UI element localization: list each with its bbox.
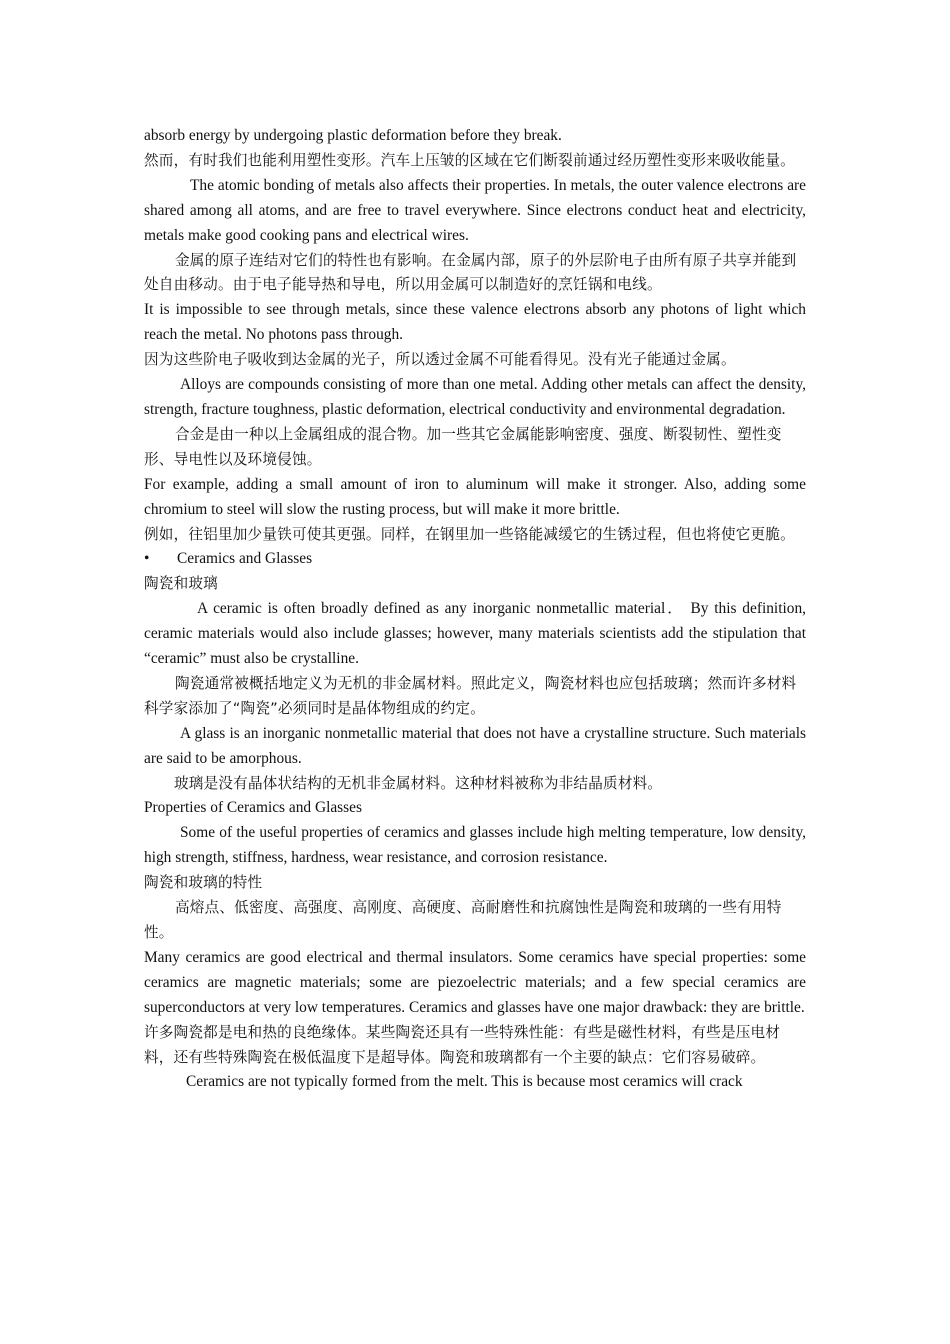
section-heading: Properties of Ceramics and Glasses: [144, 799, 362, 817]
section-heading: Ceramics and Glasses: [177, 550, 313, 568]
bullet-item: [144, 547, 806, 572]
chinese-paragraph: 陶瓷通常被概括地定义为无机的非金属材料。照此定义，陶瓷材料也应包括玻璃；然而许多材料科学家添加了“陶瓷”必须同时是晶体物组成的约定。: [144, 674, 797, 717]
text-paragraph: Many ceramics are good electrical and thermal insulators. Some ceramics have special properties: some ceramics are magnetic materials; some are piezoelectric materials; and a few special ceramics are superconductors at very low temperatures. Ceramics and glasses have one major drawback: they are brittle.: [144, 948, 806, 1016]
chinese-paragraph: 合金是由一种以上金属组成的混合物。加一些其它金属能影响密度、强度、断裂韧性、塑性变形、导电性以及环境侵蚀。: [144, 425, 782, 468]
text-paragraph: For example, adding a small amount of iron to aluminum will make it stronger. Also, adding some chromium to steel will slow the rusting process, but will make it more brittle.: [144, 475, 806, 518]
chinese-heading: 陶瓷和玻璃的特性: [144, 874, 263, 892]
chinese-paragraph: 高熔点、低密度、高强度、高刚度、高硬度、高耐磨性和抗腐蚀性是陶瓷和玻璃的一些有用特性。: [144, 899, 782, 941]
text-paragraph: A glass is an inorganic nonmetallic material that does not have a crystalline structure. Such materials are said to be amorphous.: [144, 724, 806, 767]
text-paragraph: The atomic bonding of metals also affects their properties. In metals, the outer valence electrons are shared among all atoms, and are free to travel everywhere. Since electrons conduct heat and electricity, metals make good cooking pans and electrical wires.: [144, 176, 806, 244]
chinese-paragraph: 许多陶瓷都是电和热的良绝缘体。某些陶瓷还具有一些特殊性能：有些是磁性材料，有些是压电材料，还有些特殊陶瓷在极低温度下是超导体。陶瓷和玻璃都有一个主要的缺点：它们容易破碎。: [144, 1023, 781, 1066]
text-paragraph: Ceramics are not typically formed from the melt. This is because most ceramics will crack: [186, 1073, 743, 1091]
text-paragraph: It is impossible to see through metals, since these valence electrons absorb any photons of light which reach the metal. No photons pass through.: [144, 301, 806, 344]
chinese-heading: 陶瓷和玻璃: [144, 575, 218, 593]
document-page: [144, 124, 806, 1095]
text-paragraph: A ceramic is often broadly defined as any inorganic nonmetallic material． By this definition, ceramic materials would also include glasses; however, many materials scientists add the stipulation that “ceramic” must also be crystalline.: [144, 600, 806, 668]
chinese-paragraph: 因为这些阶电子吸收到达金属的光子，所以透过金属不可能看得见。没有光子能通过金属。: [144, 351, 736, 369]
text-paragraph: Alloys are compounds consisting of more than one metal. Adding other metals can affect the density, strength, fracture toughness, plastic deformation, electrical conductivity and environmental degradation.: [144, 376, 806, 418]
chinese-paragraph: 然而，有时我们也能利用塑性变形。汽车上压皱的区域在它们断裂前通过经历塑性变形来吸收能量。: [144, 151, 795, 169]
bullet-symbol: •: [144, 550, 150, 568]
chinese-paragraph: 金属的原子连结对它们的特性也有影响。在金属内部，原子的外层阶电子由所有原子共享并能到处自由移动。由于电子能导热和导电，所以用金属可以制造好的烹饪锅和电线。: [144, 251, 797, 294]
chinese-paragraph: 玻璃是没有晶体状结构的无机非金属材料。这种材料被称为非结晶质材料。: [174, 774, 663, 792]
chinese-paragraph: 例如，往铝里加少量铁可使其更强。同样，在钢里加一些铬能减缓它的生锈过程，但也将使它更脆。: [144, 525, 795, 543]
text-paragraph: absorb energy by undergoing plastic deformation before they break.: [144, 127, 562, 144]
text-paragraph: Some of the useful properties of ceramics and glasses include high melting temperature, low density, high strength, stiffness, hardness, wear resistance, and corrosion resistance.: [144, 824, 806, 867]
